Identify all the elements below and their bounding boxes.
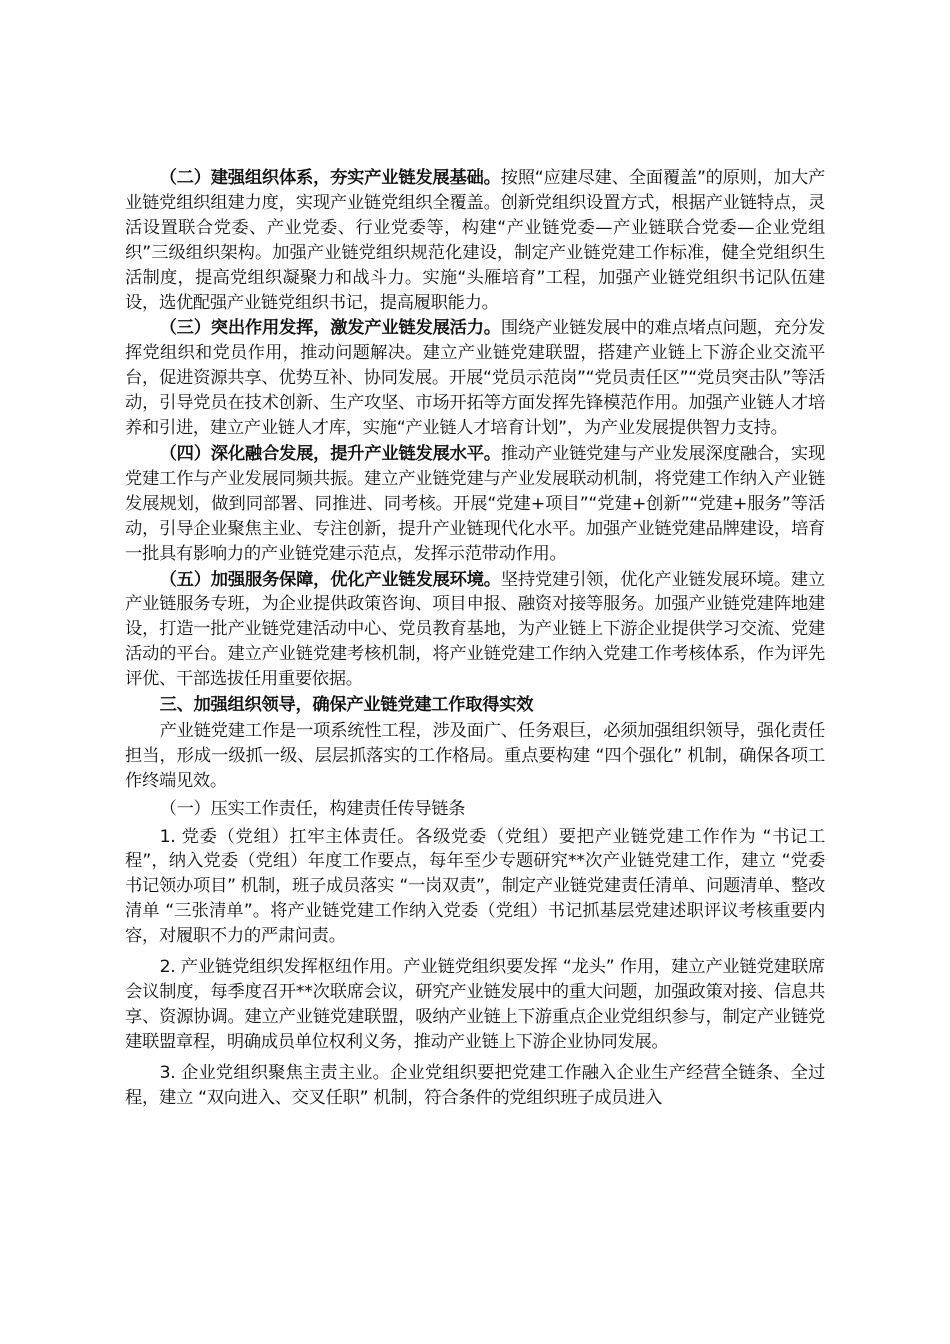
item-lead: 2. 产业链党组织发挥枢纽作用。	[159, 957, 404, 978]
section-heading: 三、加强组织领导，确保产业链党建工作取得实效	[159, 695, 534, 716]
paragraph-body: 按照“应建尽建、全面覆盖”的原则，加大产业链党组织组建力度，实现产业链党组织全覆盖。创新党组织设置方式，根据产业链特点，灵活设置联合党委、产业党委、行业党委等，构建“产业链党委—产业链联合党委—企业党组织”三级组织架构。加强产业链党组织规范化建设，制定产业链党建工作标准，健全党组织生活制度，提高党组织凝聚力和战斗力。实施“头雁培育”工程，加强产业链党组织书记队伍建设，选优配强产业链党组织书记，提高履职能力。	[125, 168, 825, 313]
paragraph-integration	[125, 442, 825, 567]
item-body: 各级党委（党组）要把产业链党建工作作为 “书记工程”，纳入党委（党组）年度工作要点，每年至少专题研究**次产业链党建工作，建立 “党委书记领办项目” 机制，班子成员落实 “一岗双责”，制定产业链党建责任清单、问题清单、整改清单 “三张清单”。将产业链党建工作纳入党委（党组）书记抓基层党建述职评议考核重要内容，对履职不力的严肃问责。	[125, 826, 826, 947]
paragraph-role-play	[125, 316, 825, 441]
list-item-chain-organization	[125, 955, 825, 1055]
item-body: 产业链党组织要发挥 “龙头” 作用，建立产业链党建联席会议制度，每季度召开**次联席会议，研究产业链发展中的重大问题，加强政策对接、信息共享、资源协调。建立产业链党建联盟，吸纳产业链上下游重点企业党组织参与，制定产业链党建联盟章程，明确成员单位权利义务，推动产业链上下游企业协同发展。	[125, 957, 826, 1052]
paragraph-service-guarantee	[125, 568, 825, 693]
paragraph-body: 围绕产业链发展中的难点堵点问题，充分发挥党组织和党员作用，推动问题解决。建立产业链党建联盟，搭建产业链上下游企业交流平台，促进资源共享、优势互补、协同发展。开展“党员示范岗”“党员责任区”“党员突击队”等活动，引导党员在技术创新、生产攻坚、市场开拓等方面发挥先锋模范作用。加强产业链人才培养和引进，建立产业链人才库，实施“产业链人才培育计划”，为产业发展提供智力支持。	[125, 318, 825, 439]
item-lead: 1. 党委（党组）扛牢主体责任。	[159, 826, 416, 847]
paragraph-lead: （四）深化融合发展，提升产业链发展水平。	[159, 443, 501, 464]
document-page	[125, 166, 825, 1111]
paragraph-lead: （二）建强组织体系，夯实产业链发展基础。	[159, 168, 501, 188]
list-item-enterprise-organization	[125, 1061, 825, 1111]
paragraph-lead: （三）突出作用发挥，激发产业链发展活力。	[159, 318, 501, 339]
paragraph-lead: （五）加强服务保障，优化产业链发展环境。	[159, 569, 501, 590]
item-lead: 3. 企业党组织聚焦主责主业。	[159, 1062, 391, 1083]
paragraph-organization-system	[125, 166, 825, 315]
list-item-party-committee	[125, 825, 825, 950]
item-body: 企业党组织要把党建工作融入企业生产经营全链条、全过程，建立 “双向进入、交叉任职” 机制，符合条件的党组织班子成员进入	[125, 1062, 825, 1108]
paragraph-body: 推动产业链党建与产业发展深度融合，实现党建工作与产业发展同频共振。建立产业链党建与产业发展联动机制，将党建工作纳入产业链发展规划，做到同部署、同推进、同考核。开展“党建+项目”“党建+创新”“党建+服务”等活动，引导企业聚焦主业、专注创新，提升产业链现代化水平。加强产业链党建品牌建设，培育一批具有影响力的产业链党建示范点，发挥示范带动作用。	[125, 443, 825, 564]
section-intro: 产业链党建工作是一项系统性工程，涉及面广、任务艰巨，必须加强组织领导，强化责任担当，形成一级抓一级、层层抓落实的工作格局。重点要构建 “四个强化” 机制，确保各项工作终端见效。	[125, 720, 825, 791]
subsection-heading: （一）压实工作责任，构建责任传导链条	[159, 798, 466, 819]
paragraph-body: 坚持党建引领，优化产业链发展环境。建立产业链服务专班，为企业提供政策咨询、项目申报、融资对接等服务。加强产业链党建阵地建设，打造一批产业链党建活动中心、党员教育基地，为产业链上下游企业提供学习交流、党建活动的平台。建立产业链党建考核机制，将产业链党建工作纳入党建工作考核体系，作为评先评优、干部选拔任用重要依据。	[125, 569, 825, 690]
